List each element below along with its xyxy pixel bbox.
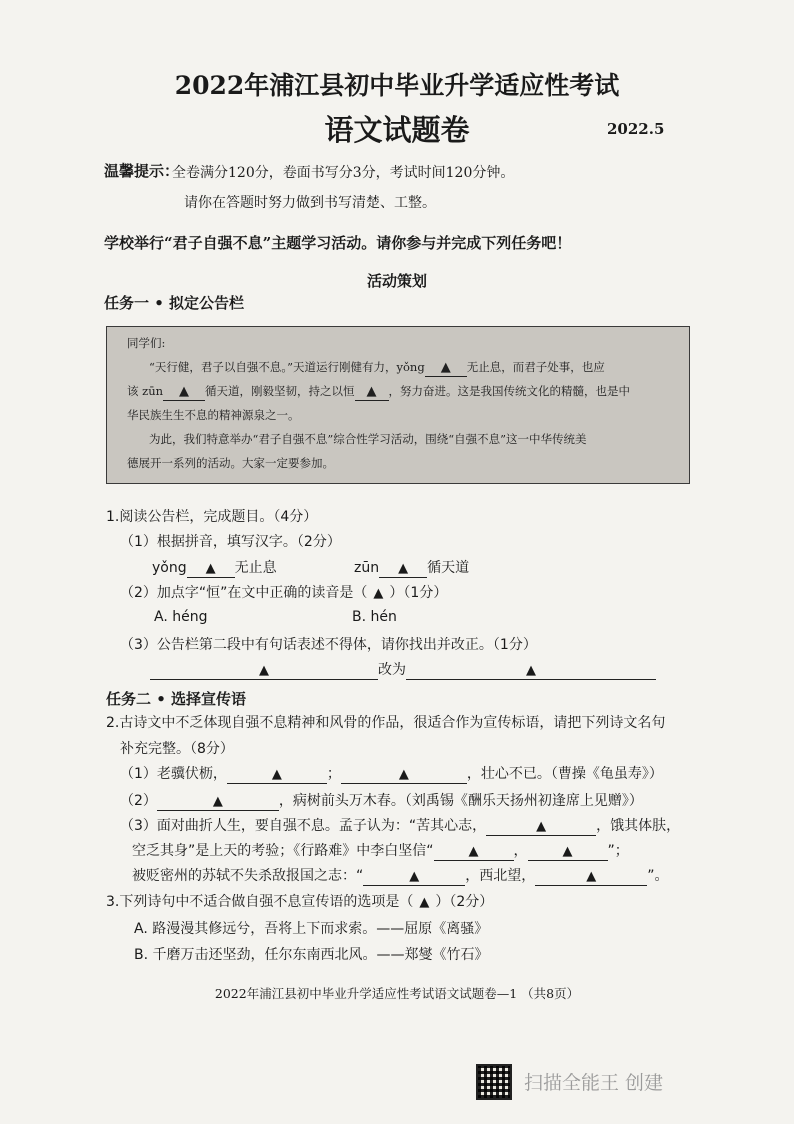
exam-subtitle: 语文试题卷 [324, 113, 470, 147]
question-2-1: （1）老骥伏枥， ▲ ； ▲ ，壮心不已。（曹操《龟虽寿》） [120, 766, 663, 782]
question-2-3-line-1: （3）面对曲折人生，要自强不息。孟子认为：“苦其心志， ▲ ，饿其体肤， [120, 818, 681, 834]
answer-blank-2-3-e[interactable]: ▲ [535, 868, 647, 886]
exam-title: 2022年浦江县初中毕业升学适应性考试 [174, 71, 620, 100]
question-1-1-b: zūn ▲ 循天道 [354, 560, 470, 576]
notice-blank-zun: ▲ [163, 383, 205, 401]
activity-intro: 学校举行“君子自强不息”主题学习活动。请你参与并完成下列任务吧！ [104, 234, 572, 252]
answer-blank-2-3-d[interactable]: ▲ [363, 868, 465, 886]
task1-title: 任务一 • 拟定公告栏 [104, 294, 245, 312]
notice-blank-yong: ▲ [425, 359, 467, 377]
notice-line-4: 为此，我们特意举办“君子自强不息”综合性学习活动，围绕“自强不息”这一中华传统美 [149, 432, 587, 446]
qr-code-icon [476, 1064, 512, 1100]
section-heading: 活动策划 [366, 272, 427, 290]
notice-greeting: 同学们: [127, 336, 166, 350]
option-1-2-a: A. héng [154, 609, 208, 625]
answer-blank-1-3-original[interactable]: ▲ [150, 662, 378, 680]
tips-line-2: 请你在答题时努力做到书写清楚、工整。 [184, 195, 436, 211]
question-1-3-answer: ▲ 改为 ▲ [150, 659, 656, 680]
answer-blank-1-1-a[interactable]: ▲ [187, 560, 235, 578]
question-1: 1.阅读公告栏，完成题目。（4分） [106, 509, 318, 525]
question-2-line-1: 2.古诗文中不乏体现自强不息精神和风骨的作品，很适合作为宣传标语，请把下列诗文名句 [106, 715, 666, 731]
answer-blank-2-3-c[interactable]: ▲ [528, 843, 608, 861]
answer-blank-2-1-a[interactable]: ▲ [227, 766, 327, 784]
tips-label: 温馨提示： [104, 162, 180, 180]
question-2-3-line-3: 被贬密州的苏轼不失杀敌报国之志：“ ▲ ，西北望， ▲ ”。 [132, 868, 669, 884]
option-1-2-b: B. hén [352, 609, 397, 625]
answer-blank-2-1-b[interactable]: ▲ [341, 766, 467, 784]
answer-blank-2-3-b[interactable]: ▲ [434, 843, 514, 861]
notice-line-1: “天行健，君子以自强不息。”天道运行刚健有力，yǒng ▲ 无止息，而君子处事，也应 [149, 360, 605, 375]
question-1-3: （3）公告栏第二段中有句话表述不得体，请你找出并改正。（1分） [120, 637, 537, 653]
question-1-2: （2）加点字“恒”在文中正确的读音是（ ▲ ）（1分） [120, 585, 448, 601]
notice-blank-heng: ▲ [355, 383, 389, 401]
page-footer: 2022年浦江县初中毕业升学适应性考试语文试题卷—1 （共8页） [214, 986, 580, 1001]
notice-line-5: 德展开一系列的活动。大家一定要参加。 [127, 456, 334, 470]
option-3-b: B. 千磨万击还坚劲，任尔东南西北风。——郑燮《竹石》 [134, 947, 489, 963]
question-2-2: （2） ▲ ，病树前头万木春。（刘禹锡《酬乐天扬州初逢席上见赠》） [120, 793, 643, 809]
answer-mark-1-2[interactable]: ▲ [373, 586, 384, 601]
option-3-a: A. 路漫漫其修远兮，吾将上下而求索。——屈原《离骚》 [134, 921, 489, 937]
answer-mark-3[interactable]: ▲ [419, 895, 430, 910]
notice-line-2: 该 zūn ▲ 循天道，刚毅坚韧，持之以恒 ▲ ，努力奋进。这是我国传统文化的精髓，也是中 [127, 384, 631, 399]
question-3: 3.下列诗句中不适合做自强不息宣传语的选项是（ ▲ ）（2分） [106, 894, 494, 910]
notice-board [106, 326, 690, 484]
question-2-3-line-2: 空乏其身”是上天的考验；《行路难》中李白坚信“ ▲ ， ▲ ”； [132, 843, 629, 859]
exam-date: 2022.5 [607, 120, 665, 138]
answer-blank-2-3-a[interactable]: ▲ [486, 818, 596, 836]
tips-line-1: 全卷满分120分，卷面书写分3分，考试时间120分钟。 [172, 165, 515, 181]
question-2-line-2: 补充完整。（8分） [120, 741, 234, 757]
answer-blank-2-2[interactable]: ▲ [157, 793, 279, 811]
question-1-1: （1）根据拼音，填写汉字。（2分） [120, 534, 341, 550]
question-1-1-a: yǒng ▲ 无止息 [152, 560, 277, 576]
notice-line-3: 华民族生生不息的精神源泉之一。 [127, 408, 300, 422]
answer-blank-1-3-revised[interactable]: ▲ [406, 662, 656, 680]
scanner-watermark: 扫描全能王 创建 [524, 1072, 664, 1094]
task2-title: 任务二 • 选择宣传语 [106, 690, 247, 708]
answer-blank-1-1-b[interactable]: ▲ [379, 560, 427, 578]
